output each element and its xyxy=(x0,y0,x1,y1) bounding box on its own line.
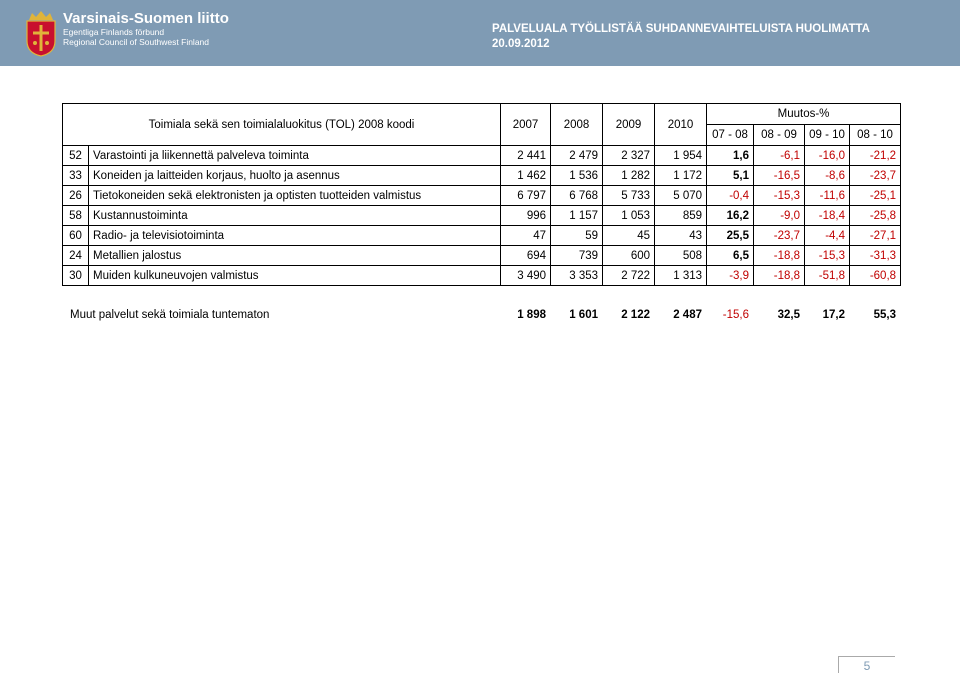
change-cell: -15,3 xyxy=(805,246,850,266)
table-row xyxy=(63,166,901,186)
change-cell: -60,8 xyxy=(850,266,901,286)
column-header-year: 2010 xyxy=(655,104,707,146)
value-cell: 2 487 xyxy=(673,309,702,321)
change-cell: -15,6 xyxy=(722,309,749,321)
value-cell: 2 122 xyxy=(621,309,650,321)
change-cell: -15,3 xyxy=(754,186,805,206)
change-cell: 16,2 xyxy=(707,206,754,226)
change-cell: -21,2 xyxy=(850,146,901,166)
column-header-period: 09 - 10 xyxy=(805,125,850,146)
industry-table xyxy=(62,103,901,286)
value-cell: 694 xyxy=(501,246,551,266)
value-cell: 1 462 xyxy=(501,166,551,186)
value-cell: 739 xyxy=(551,246,603,266)
value-cell: 1 282 xyxy=(603,166,655,186)
organization-name-block xyxy=(63,10,229,47)
table-row xyxy=(63,266,901,286)
industry-code: 60 xyxy=(63,226,89,246)
column-header-period: 08 - 10 xyxy=(850,125,901,146)
value-cell: 1 313 xyxy=(655,266,707,286)
org-name: Varsinais-Suomen liitto xyxy=(63,10,229,27)
value-cell: 1 898 xyxy=(517,309,546,321)
value-cell: 2 327 xyxy=(603,146,655,166)
industry-code: 33 xyxy=(63,166,89,186)
change-cell: -16,5 xyxy=(754,166,805,186)
column-header-period: 08 - 09 xyxy=(754,125,805,146)
change-cell: 17,2 xyxy=(822,309,845,321)
slide-date: 20.09.2012 xyxy=(492,38,550,50)
change-cell: -18,4 xyxy=(805,206,850,226)
page-number: 5 xyxy=(838,656,895,673)
coat-of-arms-icon xyxy=(24,9,58,57)
header-bar xyxy=(0,0,960,66)
column-header-year: 2009 xyxy=(603,104,655,146)
industry-name: Kustannustoiminta xyxy=(89,206,501,226)
table-row xyxy=(63,206,901,226)
value-cell: 1 954 xyxy=(655,146,707,166)
value-cell: 6 768 xyxy=(551,186,603,206)
industry-code: 26 xyxy=(63,186,89,206)
industry-name: Metallien jalostus xyxy=(89,246,501,266)
change-cell: -4,4 xyxy=(805,226,850,246)
value-cell: 1 053 xyxy=(603,206,655,226)
other-services-row xyxy=(62,305,900,325)
value-cell: 2 722 xyxy=(603,266,655,286)
change-cell: -51,8 xyxy=(805,266,850,286)
table-row xyxy=(63,246,901,266)
value-cell: 6 797 xyxy=(501,186,551,206)
org-name-swedish: Egentliga Finlands förbund xyxy=(63,27,165,37)
change-cell: -3,9 xyxy=(707,266,754,286)
change-cell: -25,1 xyxy=(850,186,901,206)
value-cell: 600 xyxy=(603,246,655,266)
change-cell: 25,5 xyxy=(707,226,754,246)
industry-code: 52 xyxy=(63,146,89,166)
change-cell: -9,0 xyxy=(754,206,805,226)
industry-name: Koneiden ja laitteiden korjaus, huolto ja asennus xyxy=(89,166,501,186)
value-cell: 859 xyxy=(655,206,707,226)
change-cell: -18,8 xyxy=(754,266,805,286)
value-cell: 1 601 xyxy=(569,309,598,321)
value-cell: 508 xyxy=(655,246,707,266)
value-cell: 5 733 xyxy=(603,186,655,206)
value-cell: 996 xyxy=(501,206,551,226)
value-cell: 3 353 xyxy=(551,266,603,286)
industry-name: Radio- ja televisiotoiminta xyxy=(89,226,501,246)
change-cell: 5,1 xyxy=(707,166,754,186)
column-header-year: 2008 xyxy=(551,104,603,146)
industry-name: Muiden kulkuneuvojen valmistus xyxy=(89,266,501,286)
table-row xyxy=(63,186,901,206)
table-row xyxy=(63,146,901,166)
industry-code: 30 xyxy=(63,266,89,286)
value-cell: 47 xyxy=(501,226,551,246)
table-row xyxy=(63,226,901,246)
industry-name: Varastointi ja liikennettä palveleva toiminta xyxy=(89,146,501,166)
value-cell: 45 xyxy=(603,226,655,246)
change-cell: -0,4 xyxy=(707,186,754,206)
change-cell: -11,6 xyxy=(805,186,850,206)
change-cell: -23,7 xyxy=(754,226,805,246)
value-cell: 1 157 xyxy=(551,206,603,226)
industry-code: 58 xyxy=(63,206,89,226)
change-cell: 6,5 xyxy=(707,246,754,266)
value-cell: 2 441 xyxy=(501,146,551,166)
value-cell: 5 070 xyxy=(655,186,707,206)
value-cell: 2 479 xyxy=(551,146,603,166)
column-header-industry: Toimiala sekä sen toimialaluokitus (TOL) 2008 koodi xyxy=(63,104,501,146)
value-cell: 1 536 xyxy=(551,166,603,186)
other-services-table xyxy=(62,305,900,325)
value-cell: 3 490 xyxy=(501,266,551,286)
change-cell: -25,8 xyxy=(850,206,901,226)
column-header-change: Muutos-% xyxy=(707,104,901,125)
change-cell: -27,1 xyxy=(850,226,901,246)
change-cell: 55,3 xyxy=(873,309,896,321)
change-cell: -18,8 xyxy=(754,246,805,266)
change-cell: 1,6 xyxy=(707,146,754,166)
change-cell: -23,7 xyxy=(850,166,901,186)
change-cell: -8,6 xyxy=(805,166,850,186)
value-cell: 1 172 xyxy=(655,166,707,186)
org-name-english: Regional Council of Southwest Finland xyxy=(63,37,210,47)
slide-title: PALVELUALA TYÖLLISTÄÄ SUHDANNEVAIHTELUISTA HUOLIMATTA xyxy=(492,23,870,35)
value-cell: 43 xyxy=(655,226,707,246)
change-cell: -31,3 xyxy=(850,246,901,266)
industry-name: Muut palvelut sekä toimiala tuntematon xyxy=(70,309,270,321)
column-header-period: 07 - 08 xyxy=(707,125,754,146)
industry-code: 24 xyxy=(63,246,89,266)
change-cell: -16,0 xyxy=(805,146,850,166)
change-cell: 32,5 xyxy=(777,309,800,321)
change-cell: -6,1 xyxy=(754,146,805,166)
header-row-1 xyxy=(63,104,901,125)
industry-name: Tietokoneiden sekä elektronisten ja optisten tuotteiden valmistus xyxy=(89,186,501,206)
value-cell: 59 xyxy=(551,226,603,246)
column-header-year: 2007 xyxy=(501,104,551,146)
slide-title-block xyxy=(492,22,870,52)
